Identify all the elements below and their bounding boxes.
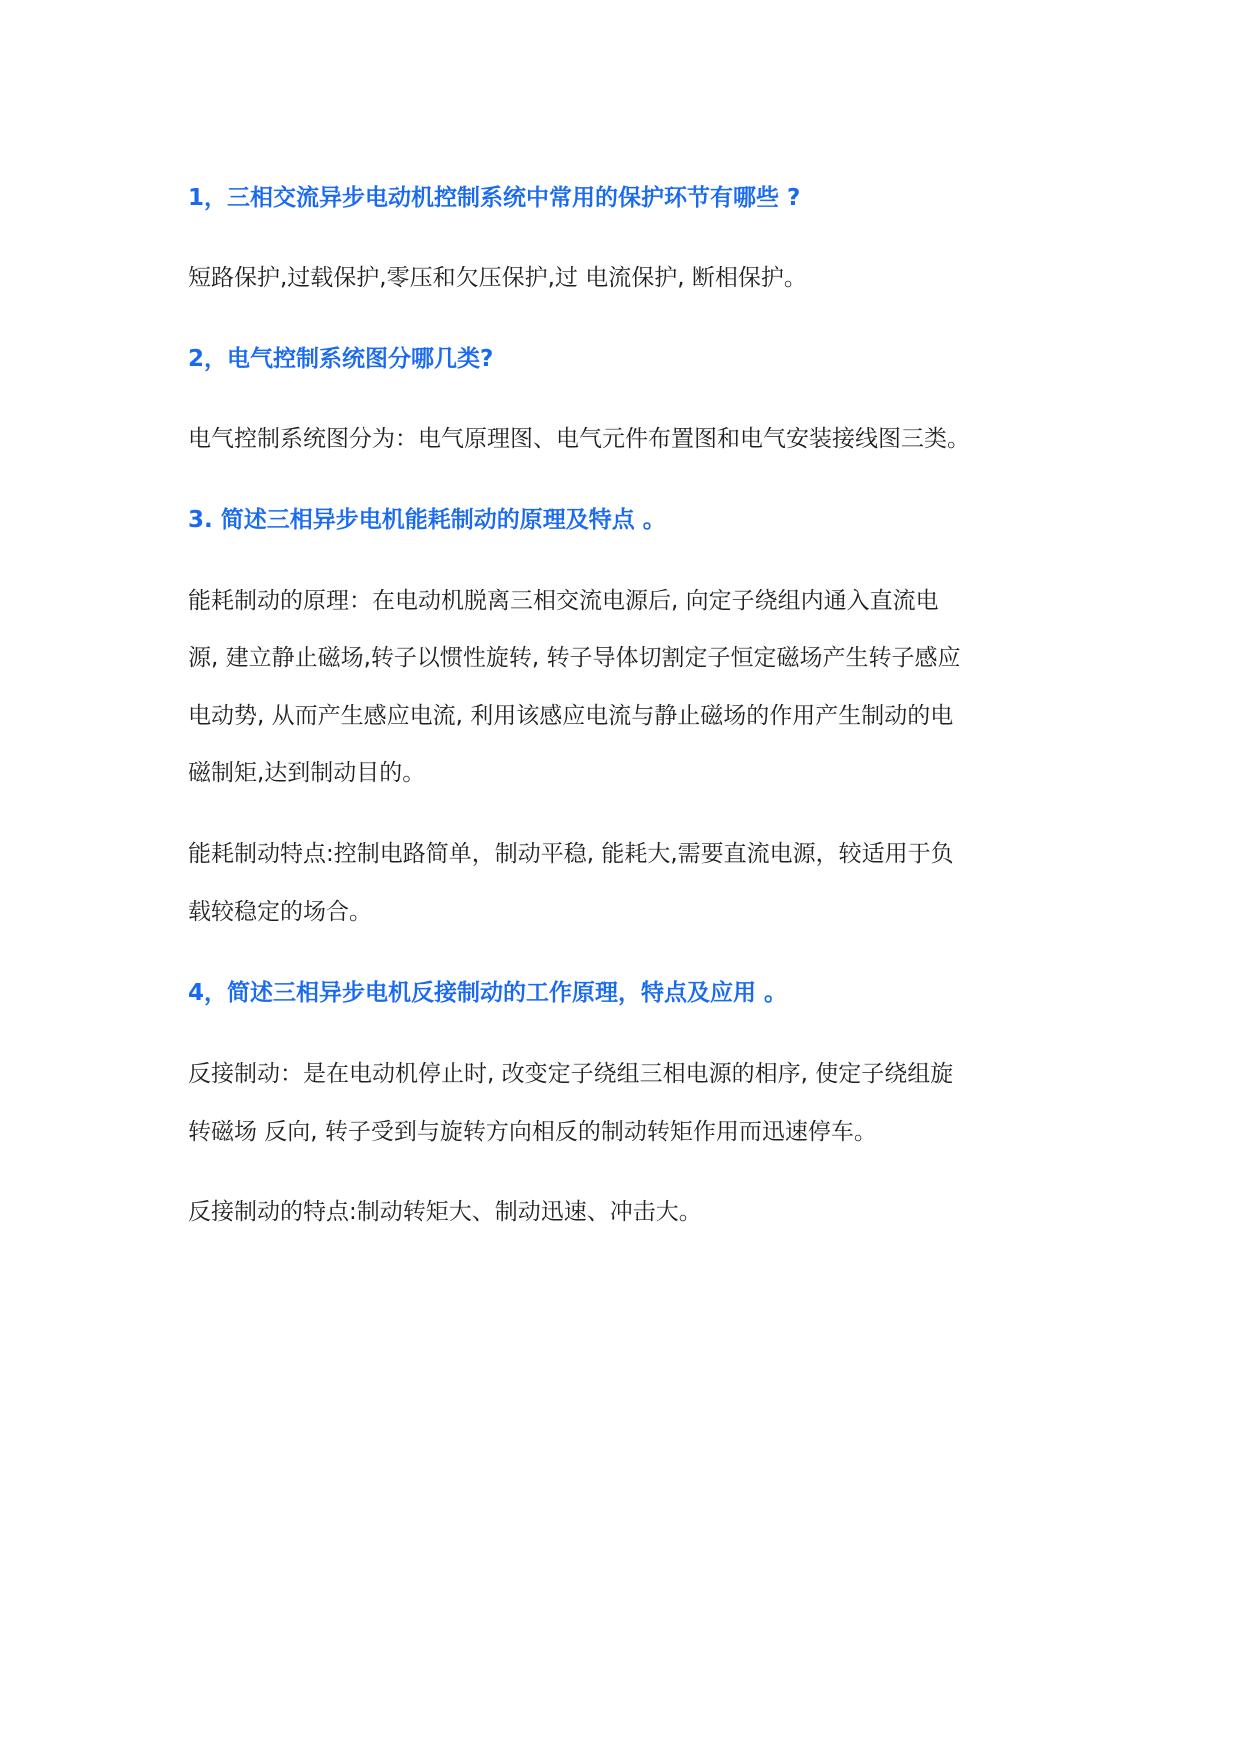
answer-3-line-1: 能耗制动的原理：在电动机脱离三相交流电源后, 向定子绕组内通入直流电 bbox=[188, 588, 939, 614]
question-4-heading: 4，简述三相异步电机反接制动的工作原理，特点及应用 。 bbox=[188, 980, 788, 1006]
answer-3-line-2: 源, 建立静止磁场,转子以惯性旋转, 转子导体切割定子恒定磁场产生转子感应 bbox=[188, 645, 961, 671]
question-1-heading: 1，三相交流异步电动机控制系统中常用的保护环节有哪些 ? bbox=[188, 185, 801, 211]
answer-1-line-1: 短路保护,过载保护,零压和欠压保护,过 电流保护, 断相保护。 bbox=[188, 265, 807, 291]
answer-2-line-1: 电气控制系统图分为：电气原理图、电气元件布置图和电气安装接线图三类。 bbox=[188, 426, 970, 452]
answer-4-line-1: 反接制动：是在电动机停止时, 改变定子绕组三相电源的相序, 使定子绕组旋 bbox=[188, 1061, 954, 1087]
question-2-heading: 2，电气控制系统图分哪几类? bbox=[188, 346, 494, 372]
answer-4-line-3: 反接制动的特点:制动转矩大、制动迅速、冲击大。 bbox=[188, 1199, 702, 1225]
answer-4-line-2: 转磁场 反向, 转子受到与旋转方向相反的制动转矩作用而迅速停车。 bbox=[188, 1119, 877, 1145]
answer-3-line-4: 磁制矩,达到制动目的。 bbox=[188, 760, 426, 786]
answer-3-line-3: 电动势, 从而产生感应电流, 利用该感应电流与静止磁场的作用产生制动的电 bbox=[188, 703, 954, 729]
answer-3-line-6: 载较稳定的场合。 bbox=[188, 899, 372, 925]
question-3-heading: 3. 简述三相异步电机能耗制动的原理及特点 。 bbox=[188, 507, 666, 533]
answer-3-line-5: 能耗制动特点:控制电路简单，制动平稳, 能耗大,需要直流电源，较适用于负 bbox=[188, 841, 954, 867]
